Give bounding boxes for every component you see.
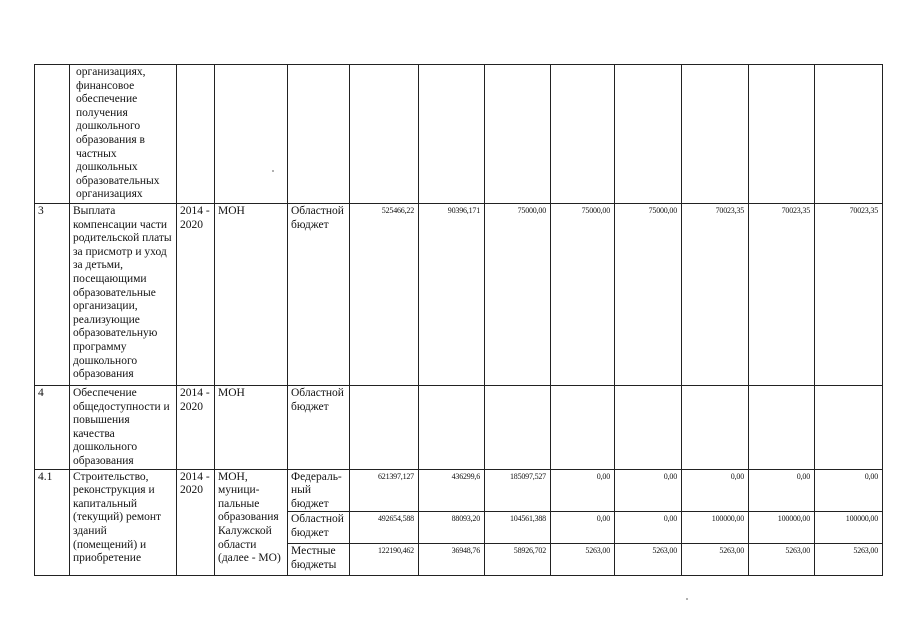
value-cell	[350, 386, 419, 470]
row-executor: МОН, муници- пальные образования Калужской области (далее - МО)	[215, 469, 288, 576]
row-number: 3	[35, 204, 70, 386]
value-cell	[682, 65, 749, 204]
value-cell	[815, 386, 883, 470]
value-cell: 75000,00	[551, 204, 615, 386]
row-description: Обеспечение общедоступности и повышения качества дошкольного образования	[70, 386, 177, 470]
row-source: Областной бюджет	[288, 204, 350, 386]
value-cell: 70023,35	[749, 204, 815, 386]
value-cell: 0,00	[551, 469, 615, 512]
row-executor: МОН	[215, 204, 288, 386]
value-cell: 0,00	[682, 469, 749, 512]
row-period: 2014 - 2020	[177, 469, 215, 576]
row-number: 4	[35, 386, 70, 470]
value-cell	[615, 386, 682, 470]
value-cell: 0,00	[815, 469, 883, 512]
value-cell: 88093,20	[419, 512, 485, 544]
value-cell: 185097,527	[485, 469, 551, 512]
value-cell	[615, 65, 682, 204]
value-cell	[682, 386, 749, 470]
value-cell	[551, 386, 615, 470]
value-cell: 5263,00	[749, 544, 815, 576]
table-row	[35, 204, 883, 386]
row-description: организациях, финансовое обеспечение получения дошкольного образования в частных дошкольных образовательных организациях	[70, 65, 177, 204]
row-number	[35, 65, 70, 204]
value-cell: 0,00	[615, 512, 682, 544]
value-cell: 100000,00	[682, 512, 749, 544]
value-cell	[485, 65, 551, 204]
row-executor	[215, 65, 288, 204]
table-row	[35, 469, 883, 512]
row-executor: МОН	[215, 386, 288, 470]
value-cell: 104561,388	[485, 512, 551, 544]
row-period	[177, 65, 215, 204]
value-cell: 100000,00	[815, 512, 883, 544]
value-cell	[419, 386, 485, 470]
row-source: Областной бюджет	[288, 386, 350, 470]
row-source: Федераль- ный бюджет	[288, 469, 350, 512]
value-cell: 122190,462	[350, 544, 419, 576]
value-cell: 492654,588	[350, 512, 419, 544]
row-number: 4.1	[35, 469, 70, 576]
value-cell: 90396,171	[419, 204, 485, 386]
row-period: 2014 - 2020	[177, 386, 215, 470]
value-cell	[485, 386, 551, 470]
table-row	[35, 65, 883, 204]
value-cell: 5263,00	[615, 544, 682, 576]
value-cell: 436299,6	[419, 469, 485, 512]
value-cell: 36948,76	[419, 544, 485, 576]
value-cell	[350, 65, 419, 204]
value-cell: 75000,00	[615, 204, 682, 386]
value-cell: 70023,35	[815, 204, 883, 386]
table-row	[35, 386, 883, 470]
value-cell: 5263,00	[815, 544, 883, 576]
scan-speck	[272, 170, 274, 172]
row-source: Областной бюджет	[288, 512, 350, 544]
value-cell: 0,00	[749, 469, 815, 512]
scan-speck	[686, 598, 688, 600]
value-cell	[815, 65, 883, 204]
value-cell: 621397,127	[350, 469, 419, 512]
row-description: Строительство, реконструкция и капитальный (текущий) ремонт зданий (помещений) и приобретение	[70, 469, 177, 576]
value-cell	[551, 65, 615, 204]
value-cell: 525466,22	[350, 204, 419, 386]
value-cell: 0,00	[551, 512, 615, 544]
value-cell: 75000,00	[485, 204, 551, 386]
value-cell: 100000,00	[749, 512, 815, 544]
row-source: Местные бюджеты	[288, 544, 350, 576]
value-cell: 0,00	[615, 469, 682, 512]
budget-table	[34, 64, 883, 576]
value-cell: 5263,00	[682, 544, 749, 576]
value-cell: 5263,00	[551, 544, 615, 576]
value-cell: 58926,702	[485, 544, 551, 576]
row-description: Выплата компенсации части родительской платы за присмотр и уход за детьми, посещающими образовательные организации, реализующие образовательную программу дошкольного образования	[70, 204, 177, 386]
value-cell	[419, 65, 485, 204]
value-cell	[749, 65, 815, 204]
row-period: 2014 - 2020	[177, 204, 215, 386]
row-source	[288, 65, 350, 204]
value-cell: 70023,35	[682, 204, 749, 386]
value-cell	[749, 386, 815, 470]
